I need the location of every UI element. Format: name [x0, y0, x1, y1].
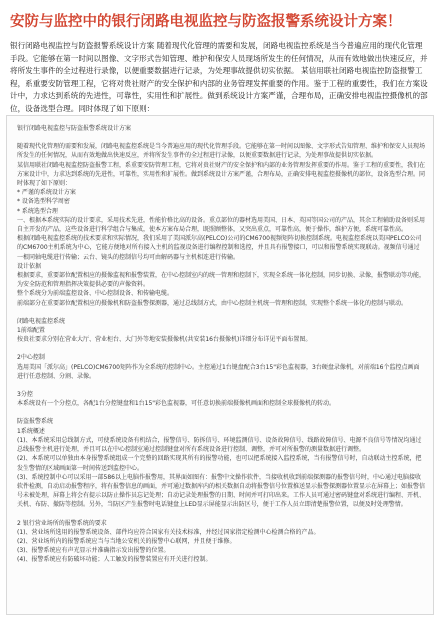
document-line: 根据闭路电视监控系统的技术要求和实际情况，我们采用了美国派尔高(PELCO)公司的CM6700视频矩阵切换控制系统。电视监控系统以美国PELCO公司的CM6700主机系统为中心，它能方便地对所有接入主机的监视设备进行编程控制和选控，并且具有报警接口，可以和报警系统实现联动。视频信号通过一根同轴电缆进行传输；云台、镜头的控制信号均可由解码器与主机相连进行传输。 — [17, 235, 422, 261]
document-line: 3分控 — [17, 391, 33, 399]
document-line: 2中心控制 — [17, 354, 45, 362]
document-line: 闭路电视监控系统 — [17, 317, 66, 325]
paragraph-gap — [17, 308, 425, 317]
document-line: 随着现代化管理的需要和发展，闭路电视监控系统是当今普遍应用的现代化管理手段。它能够在第一时间以图像、文字形式告知管理、维护和保安人员现场所发生的任何情况，从而有效地做出快速反应，并将所发生事件的全过程进行录像，以便重要数据进行记录，为处理事故提供切实依据。 — [17, 143, 426, 160]
paragraph-gap — [17, 510, 425, 519]
document-line: 2 银行营业场所的报警系统的要求 — [17, 519, 107, 527]
document-line: 1系统概述 — [17, 427, 45, 435]
document-line: * 系统选型合理 — [17, 207, 58, 215]
document-line: (2)、本系统可以单独由本身报警系统组成一个完整的回路实现其所有的报警功能，也可以把系统接入监控系统，当有报警信号时，自动联动主控系统，把发生警情的区域画面第一时间传送到监控中心。 — [17, 455, 422, 472]
document-line: 设计依据 — [17, 262, 42, 270]
paragraph-gap — [17, 408, 425, 417]
document-line: * 严谨的系统设计方案 — [17, 189, 76, 197]
document-line: 银行闭路电视监控与防盗报警系统设计方案 — [17, 125, 132, 132]
document-line: 本系统设有一个分控点，各配1台分控键盘和1台15"彩色监视器，可任意切换前端摄像机画面和控制全球摄像机的转动。 — [17, 400, 336, 408]
paragraph-gap — [17, 381, 425, 390]
document-line: (2)、营业场所内的报警系统应当与当地公安机关的报警中心联网，并且便于维修。 — [17, 537, 236, 545]
document-line: (4)、报警系统应有防破坏功能；人工触发的报警装置应有开关进行控制。 — [17, 556, 212, 564]
document-line: 根据要求，重要部位配置相应的摄像监视和报警装置，在中心控制室内的统一管理和控制下，实现全系统一体化控制，同步切换、录像，报警联动等功能，为安全防范和管理指挥决策提供必要的声像资料。 — [17, 272, 426, 289]
intro-paragraph: 银行闭路电视监控与防盗报警系统设计方案 随着现代化管理的需要和发展，闭路电视监控系统是当今普遍应用的现代化管理手段。它能够在第一时间以图像、文字形式告知管理、维护和保安人员现场所发生的任何情况，从而有效地做出快速反应，并将所发生事件的全过程进行录像，以便重要数据进行记录，为处理事故提供切实依据。 某信用联社闭路电视监控防盗报警工程，系重要安防管理工程，它将对贵社财产的安全保护和内部的业务管理发挥重要的作用。鉴于工程的重要性，我们在方案设计中，力求达到系统的先进性，可靠性，实用性和扩展性。做到系统设计方案严谨，合理布局，正确安排电视监控摄像机的部位，设备选型合理。同时体现了如下原则： — [10, 41, 428, 113]
document-line: (1)、营业场所选用的报警系统设备、部件均应符合国家有关技术标准，并经过国家指定检测中心检测合格的产品。 — [17, 528, 320, 536]
document-line: 1前端配置 — [17, 327, 45, 335]
document-line: 选用美国「派尔高」(PELCO)CM6700矩阵作为全系统的控制中心。主控通过1台键盘配合3台15"彩色监视器，3台硬盘录像机，对前端16个监控点画面进行任意控制、分割、录像。 — [17, 363, 420, 380]
document-line: 某信用联社闭路电视监控防盗报警工程，系重要安防管理工程，它将对贵社财产的安全保护和内部的业务管理发挥重要的作用。鉴于工程的重要性，我们在方案设计中，力求达到系统的先进性，可靠性，实用性和扩展性。做到系统设计方案严谨，合理布局，正确安排电视监控摄像机的部位，设备选型合理。同时体现了如下原则： — [17, 161, 426, 188]
document-line: * 设备选型科学周密 — [17, 198, 70, 206]
document-line: 防盗报警系统 — [17, 418, 54, 426]
document-line: (3)、报警系统应有声光显示并准确指示发出报警的位置。 — [17, 547, 170, 555]
document-line: 一、根据本系统实际的设计要求，采用技术先进，性能价格比高的设备。重点部位的器材选用美国、日本、英国等国公司的产品，其余工程辅助设备则采用自主开发的产品，这些设备进行科学组合与集成，使本方案布局合理，既照顾整体，又突出重点，可靠性高，便于操作，维护方便，系统可靠性高。 — [17, 216, 426, 234]
document-line: 按贵社要求分别在营业大厅、营业柜台、大门外等地安装摄像机(共安装16台摄像机)详细分布详见平面布置图。 — [17, 336, 312, 344]
document-line: 前端部分在重要部位配置相应的摄像机和防盗报警探测器，通过总线制方式，由中心控制主机统一管理和控制，实现整个系统一体化的控制与联动。 — [17, 299, 408, 307]
document-line: 整个系统分为前端监控设备、中心控制设备、和传输电缆。 — [17, 290, 174, 298]
document-line: (1)、本系统采用总线制方式，可使系统设备有机结合，报警信号、防拆信号、环境监测信号、设备故障信号、线路故障信号、电源不良信号等情况均通过总线报警主机进行处理，并且可以在中心控制室通过控制键盘对所有系统设备进行控制、调整，并可对所报警的测量数据进行调整。 — [17, 436, 422, 454]
document-preview — [6, 115, 434, 615]
document-body — [17, 124, 425, 565]
paragraph-gap — [17, 133, 425, 142]
paragraph-gap — [17, 344, 425, 353]
document-line: (3)、系统控制中心可以采用一部586以上电脑作报警用，其界面如图有：报警中文操作软件，当接收机收到前端探测器的报警信号时，中心通过电脑接收软件检测，自动启动报警程序，将有报警信息的画面，并可通过数据库内的相关数据自动将报警信号位置推送显示报警探测器位置显示在屏幕上；如报警信号未被处理，屏幕上将会有提示以防止操作员忘记处理；自动记录处理报警的日期、时间并可打印出来。工作人员可通过密码键盘对系统进行编程、开机、关机、布防、撤防等控制。另外，当防区产生报警时电话键盘上LED显示屏能显示出防区号，便于工作人员立即清楚报警位置，以便及时处理警情。 — [17, 473, 426, 509]
page-title: 安防与监控中的银行闭路电视监控与防盗报警系统设计方案！ — [10, 14, 402, 30]
